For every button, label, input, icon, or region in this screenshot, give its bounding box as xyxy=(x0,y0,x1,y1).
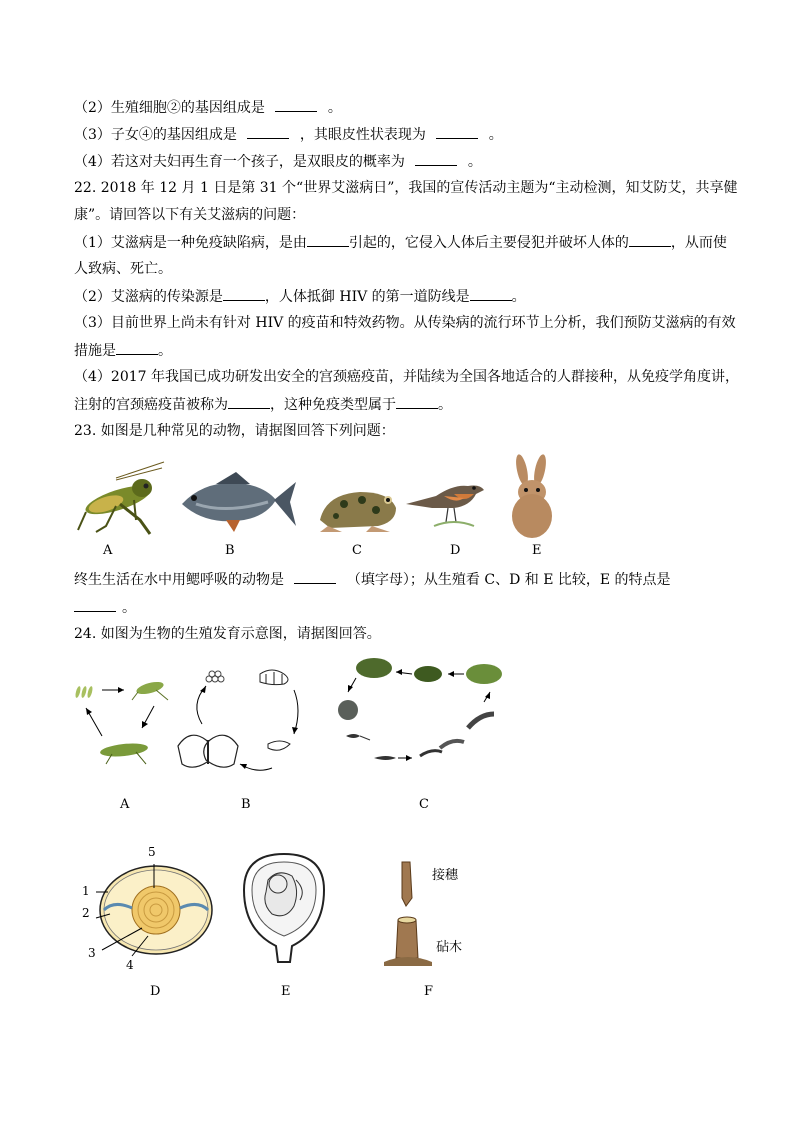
q21-part3: （3）子女④的基因组成是 ，其眼皮性状表现为 。 xyxy=(74,124,503,145)
animal-label-c: C xyxy=(352,543,362,558)
answer-blank[interactable] xyxy=(307,232,349,247)
egg-part-number-1: 1 xyxy=(82,884,90,898)
q22-part2: （2）艾滋病的传染源是 ，人体抵御 HIV 的第一道防线是 。 xyxy=(74,286,526,307)
egg-part-number-4: 4 xyxy=(126,958,134,972)
q22-part4-cont: 注射的宫颈癌疫苗被称为 ，这种免疫类型属于 。 xyxy=(74,394,452,415)
q21-part2-text: （2）生殖细胞②的基因组成是 xyxy=(74,100,265,116)
scion-label: 接穗 xyxy=(432,868,459,883)
q22-part3-cont: 措施是 。 xyxy=(74,340,172,361)
cycle-label-f: F xyxy=(424,984,434,999)
answer-blank[interactable] xyxy=(470,286,512,301)
egg-part-number-5: 5 xyxy=(148,845,156,859)
answer-blank[interactable] xyxy=(223,286,265,301)
grasshopper-lifecycle-diagram xyxy=(72,672,182,768)
q21-part2: （2）生殖细胞②的基因组成是 。 xyxy=(74,97,342,118)
q23-intro: 23. 如图是几种常见的动物，请据图回答下列问题： xyxy=(74,423,395,439)
q21-part4: （4）若这对夫妇再生育一个孩子，是双眼皮的概率为 。 xyxy=(74,151,482,172)
answer-blank[interactable] xyxy=(116,340,158,355)
answer-blank[interactable] xyxy=(415,151,457,166)
cycle-label-c: C xyxy=(419,797,429,812)
q22-part1-cont: 人致病、死亡。 xyxy=(74,261,172,277)
animal-label-a: A xyxy=(103,543,113,558)
rootstock-label: 砧木 xyxy=(436,940,463,955)
butterfly-lifecycle-diagram xyxy=(176,664,316,776)
bird-egg-structure-diagram xyxy=(94,858,220,968)
animal-label-d: D xyxy=(450,543,461,558)
answer-blank[interactable] xyxy=(396,394,438,409)
answer-blank[interactable] xyxy=(294,569,336,584)
q22-intro-line2: 康”。请回答以下有关艾滋病的问题： xyxy=(74,207,306,223)
animal-label-e: E xyxy=(532,543,542,558)
q22-intro-line1: 22. 2018 年 12 月 1 日是第 31 个“世界艾滋病日”，我国的宣传活动主题为“主动检测，知艾防艾，共享健 xyxy=(74,180,738,196)
fish-image xyxy=(176,470,298,534)
cycle-label-d: D xyxy=(150,984,161,999)
bird-image xyxy=(404,474,488,530)
q23-question: 终生生活在水中用鳃呼吸的动物是 （填字母）；从生殖看 C、D 和 E 比较，E 的特点是 xyxy=(74,569,671,590)
q21-part4-text: （4）若这对夫妇再生育一个孩子，是双眼皮的概率为 xyxy=(74,154,405,170)
q24-intro: 24. 如图为生物的生殖发育示意图，请据图回答。 xyxy=(74,626,381,642)
q22-part4: （4）2017 年我国已成功研发出安全的宫颈癌疫苗，并陆续为全国各地适合的人群接种，从免疫学角度讲， xyxy=(74,369,739,385)
grafting-diagram xyxy=(382,858,434,970)
egg-part-number-3: 3 xyxy=(88,946,96,960)
answer-blank[interactable] xyxy=(436,124,478,139)
q23-question-cont: 。 xyxy=(74,597,136,618)
answer-blank[interactable] xyxy=(228,394,270,409)
animal-label-b: B xyxy=(225,543,235,558)
rabbit-image xyxy=(500,454,562,540)
cycle-label-a: A xyxy=(120,797,130,812)
answer-blank[interactable] xyxy=(629,232,671,247)
cycle-label-b: B xyxy=(241,797,251,812)
q22-part1: （1）艾滋病是一种免疫缺陷病，是由 引起的，它侵入人体后主要侵犯并破坏人体的 ，从而使 xyxy=(74,232,727,253)
answer-blank[interactable] xyxy=(275,97,317,112)
cycle-label-e: E xyxy=(281,984,291,999)
q22-part3: （3）目前世界上尚未有针对 HIV 的疫苗和特效药物。从传染病的流行环节上分析，我们预防艾滋病的有效 xyxy=(74,315,736,331)
frog-image xyxy=(316,484,400,534)
fetus-in-uterus-diagram xyxy=(238,850,330,964)
grasshopper-image xyxy=(76,460,168,538)
answer-blank[interactable] xyxy=(74,597,116,612)
answer-blank[interactable] xyxy=(247,124,289,139)
q21-part3-text-b: ，其眼皮性状表现为 xyxy=(299,127,426,143)
frog-lifecycle-diagram xyxy=(330,652,514,772)
q21-part3-text-a: （3）子女④的基因组成是 xyxy=(74,127,237,143)
egg-part-number-2: 2 xyxy=(82,906,90,920)
